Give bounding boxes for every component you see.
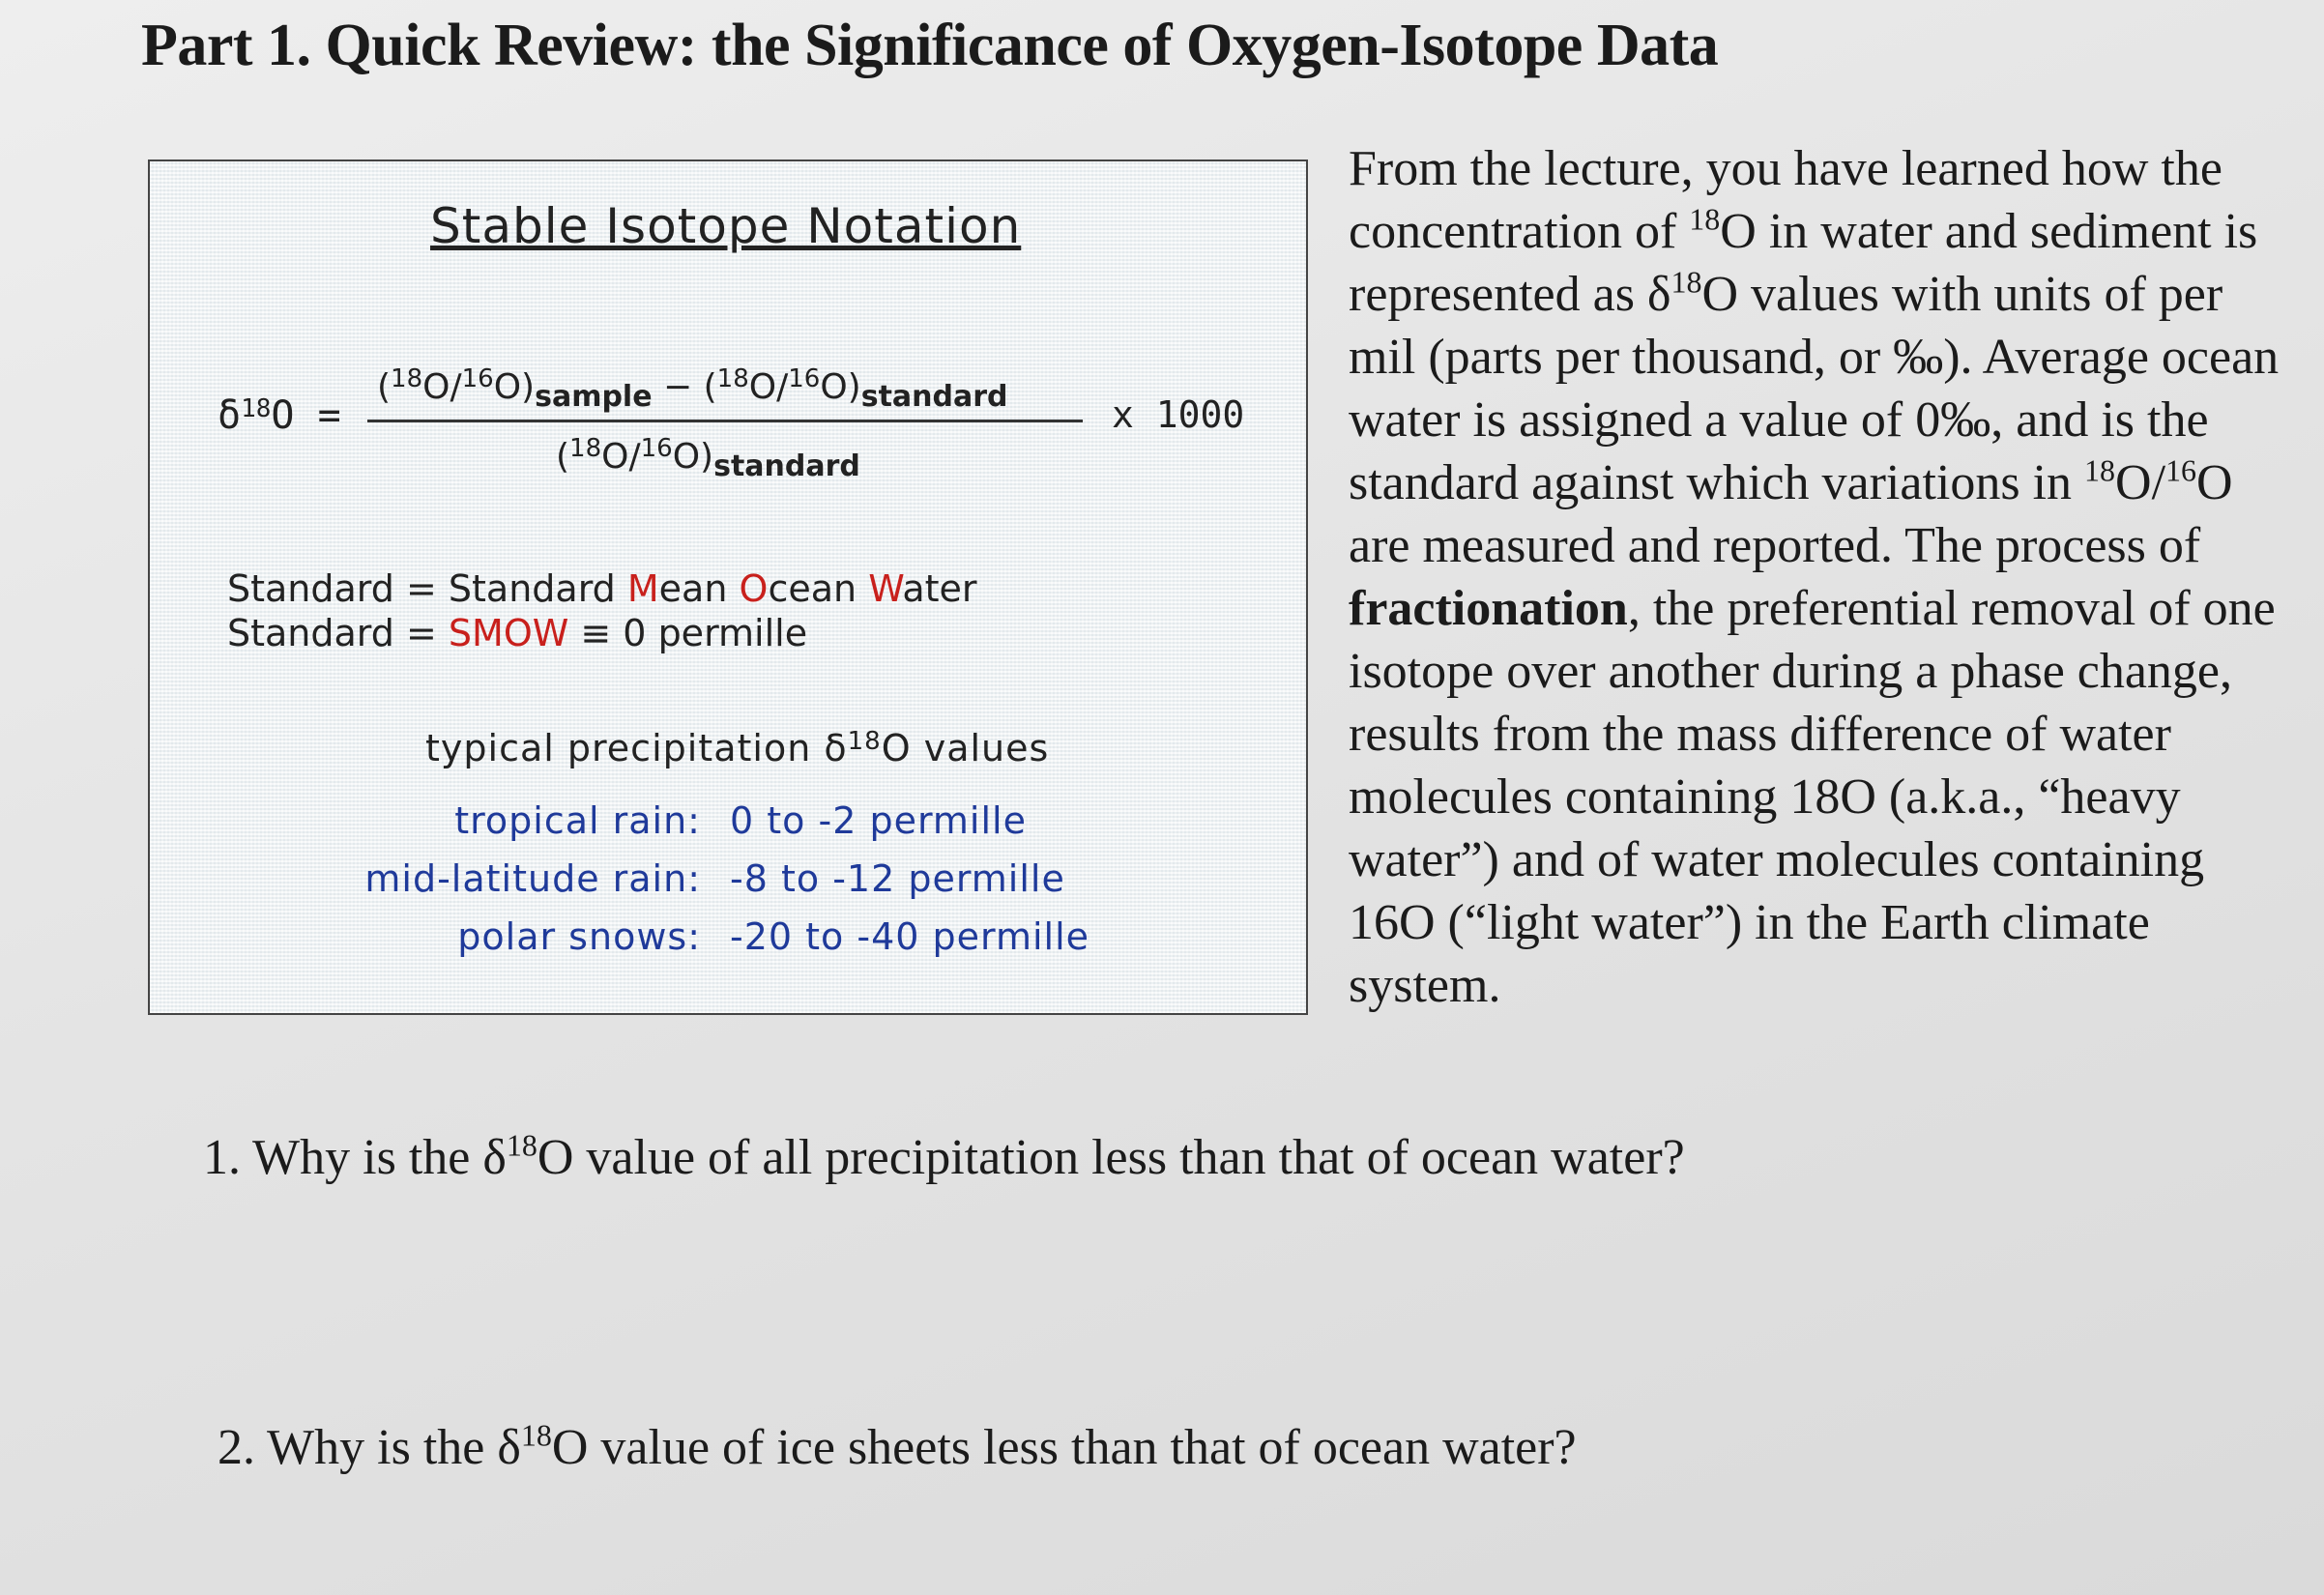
formula-numerator: $(^{18}O/^{16}O)_{sample} - (^{18}O/^{16}O)_{standard}$ [377, 364, 1008, 414]
intro-paragraph: From the lecture, you have learned how the concentration of $^{18}$O in water and sediment is represented as $\delta^{18}O$ values with units of per mil (parts per thousand, or ‰). Average ocean water is assigned a value of 0‰, and is the standard against which variations in $^{18}$O/$^{16}$O are measured and reported. The process of fractionation, the preferential removal of one isotope over another during a phase change, results from the mass difference of water molecules containing 18O (a.k.a., “heavy water”) and of water molecules containing 16O (“light water”) in the Earth climate system. [1349, 141, 2280, 1013]
formula-multiplier: x 1000 [1112, 393, 1245, 436]
standard-smow: Standard = SMOW ≡ 0 permille [227, 612, 808, 654]
formula-lhs: $\delta^{18}O$ = [218, 393, 341, 438]
fraction-bar [367, 420, 1083, 422]
question-2: 2. Why is the $\delta^{18}O$ value of ice sheets less than that of ocean water? [218, 1417, 1577, 1475]
precipitation-title: typical precipitation $\delta^{18}O$ values [425, 727, 1050, 769]
page-title: Part 1. Quick Review: the Significance of Oxygen-Isotope Data [141, 13, 1719, 78]
formula-denominator: $(^{18}O/^{16}O)_{standard}$ [556, 434, 860, 483]
question-1: 1. Why is the $\delta^{18}O$ value of all precipitation less than that of ocean water? [203, 1127, 1685, 1185]
standard-definition: Standard = Standard Mean Ocean Water [227, 567, 977, 610]
figure-heading: Stable Isotope Notation [430, 198, 1022, 254]
isotope-notation-figure: Stable Isotope Notation $\delta^{18}O$ = $(^{18}O/^{16}O)_{sample} - (^{18}O/^{16}O)_{standard}$ $(^{18}O/^{16}O)_{standard}$ x 1000 Standard = Standard Mean Ocean Water Standard = SMOW ≡ 0 permille typical precipitation $\delta^{18}O$ values tropical rain: 0 to -2 permille mid-latitude rain: -8 to -12 permille polar snows: -20 to -40 permille [148, 160, 1308, 1015]
